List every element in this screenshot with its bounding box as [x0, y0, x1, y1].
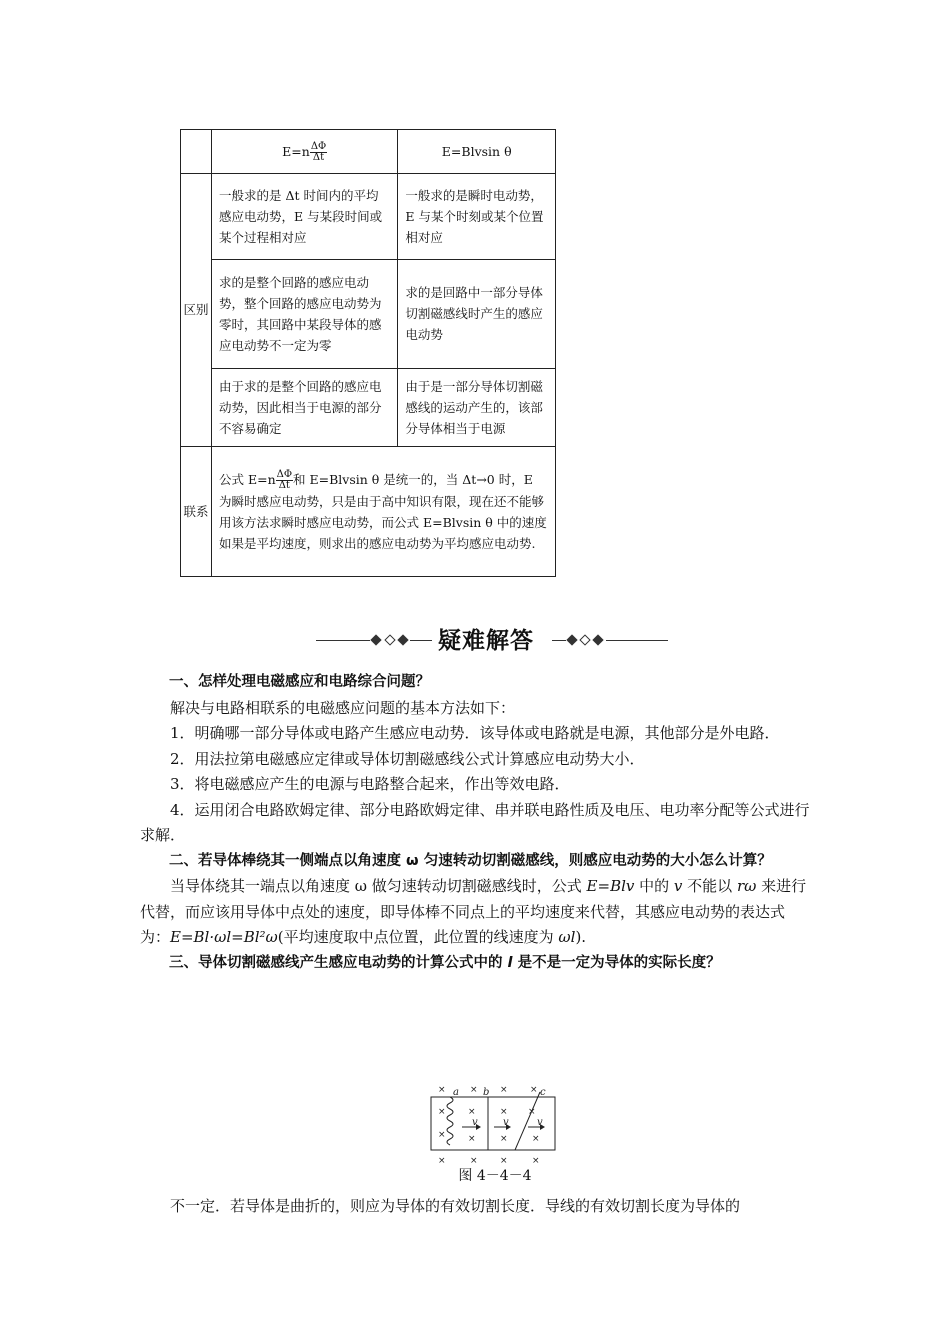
fraction-numerator: ΔΦ	[276, 468, 293, 480]
paragraph-intro: 解决与电路相联系的电磁感应问题的基本方法如下：	[170, 698, 516, 717]
divider-line-left	[316, 640, 370, 641]
formula: rω	[736, 877, 757, 895]
text: (平均速度取中点位置，此位置的线速度为	[277, 928, 559, 946]
table-head-formula-1	[212, 130, 398, 174]
text: 是不是一定为导体的实际长度？	[512, 954, 721, 971]
table-cell-r1c2: 一般求的是瞬时电动势，E 与某个时刻或某个位置相对应	[398, 174, 556, 260]
figure-caption: 图 4－4－4	[458, 1168, 532, 1184]
answer-paragraph-3: 不一定．若导体是曲折的，则应为导体的有效切割长度．导线的有效切割长度为导体的	[170, 1197, 741, 1215]
text: 当导体绕其一端点以角速度 ω 做匀速转动切割磁感线时，公式	[170, 877, 587, 895]
answer-paragraph-2	[140, 874, 812, 951]
cross-mark-icon: ×	[438, 1107, 446, 1117]
step-2: 2．用法拉第电磁感应定律或导体切割磁感线公式计算感应电动势大小．	[170, 749, 645, 768]
question-heading-1: 一、怎样处理电磁感应和电路综合问题？	[169, 674, 430, 690]
cross-mark-icon: ×	[530, 1085, 538, 1095]
fraction-denominator: Δt	[278, 479, 290, 491]
cross-mark-icon: ×	[500, 1085, 508, 1095]
delta-phi-fraction-2	[276, 470, 293, 491]
diamond-ornament-icon	[566, 634, 577, 645]
cross-mark-icon: ×	[470, 1156, 478, 1166]
label-v: v	[537, 1117, 543, 1128]
row-label-connection: 联系	[181, 446, 212, 576]
cross-mark-icon: ×	[528, 1107, 536, 1117]
section-header	[0, 620, 950, 660]
table-cell-r3c1: 由于求的是整个回路的感应电动势，因此相当于电源的部分不容易确定	[212, 368, 398, 446]
formula-text: E=	[282, 143, 302, 159]
diamond-ornament-icon	[384, 634, 395, 645]
formula: E=Bl·ωl=Bl²ω	[170, 928, 278, 946]
label-v: v	[503, 1117, 509, 1128]
text: ).	[575, 928, 587, 946]
formula: l	[507, 954, 513, 971]
fraction-denominator: Δt	[312, 151, 325, 163]
question-heading-3	[140, 951, 812, 977]
qa-section-1	[140, 670, 812, 976]
divider-line-right	[606, 640, 668, 641]
question-heading-2: 二、若导体棒绕其一侧端点以角速度 ω 匀速转动切割磁感线，则感应电动势的大小怎么计算？	[169, 852, 772, 869]
diamond-ornament-icon	[397, 634, 408, 645]
section-title: 疑难解答	[438, 628, 534, 654]
text: 来进行代替，而应该用导体中点处的速度，即导体棒不同点上的平均速度来代替，其感应电动势的表达式为：	[140, 877, 807, 946]
diamond-ornament-icon	[370, 634, 381, 645]
cross-mark-icon: ×	[500, 1107, 508, 1117]
cross-mark-icon: ×	[500, 1134, 508, 1144]
divider-line-right-short	[552, 640, 566, 641]
delta-phi-fraction	[310, 142, 327, 163]
diamond-ornament-icon	[592, 634, 603, 645]
cross-mark-icon: ×	[532, 1134, 540, 1144]
step-1: 1．明确哪一部分导体或电路产生感应电动势．该导体或电路就是电源，其他部分是外电路．	[170, 724, 780, 742]
formula: v	[673, 877, 683, 895]
step-3: 3．将电磁感应产生的电源与电路整合起来，作出等效电路．	[170, 775, 570, 793]
cross-mark-icon: ×	[468, 1134, 476, 1144]
cross-mark-icon: ×	[438, 1085, 446, 1095]
connection-text-b: 和 E=Blvsin θ 是统一的，当 Δt→0 时，E 为瞬时感应电动势，只是由于高中知识有限，现在还不能够用该方法求瞬时感应电动势，而公式 E=Blvsin θ 中的速度如果是平均速度，则求出的感应电动势为平均感应电动势.	[219, 471, 547, 551]
cross-mark-icon: ×	[438, 1130, 446, 1140]
formula-n: n	[301, 143, 310, 159]
formula: ωl	[558, 928, 576, 946]
formula: E=Blv	[586, 877, 635, 895]
label-v: v	[472, 1117, 478, 1128]
curved-conductor-a	[447, 1097, 453, 1145]
table-corner-cell	[181, 130, 212, 174]
cross-mark-icon: ×	[438, 1156, 446, 1166]
divider-line-left-short	[410, 640, 432, 641]
table-cell-connection	[212, 446, 556, 576]
connection-text-a: 公式 E=n	[219, 471, 276, 487]
table-cell-r1c1: 一般求的是 Δt 时间内的平均感应电动势，E 与某段时间或某个过程相对应	[212, 174, 398, 260]
cross-mark-icon: ×	[532, 1156, 540, 1166]
cross-mark-icon: ×	[470, 1085, 478, 1095]
cross-mark-icon: ×	[500, 1156, 508, 1166]
table-head-formula-2: E=Blvsin θ	[398, 130, 556, 174]
table-cell-r2c2: 求的是回路中一部分导体切割磁感线时产生的感应电动势	[398, 260, 556, 368]
label-c: c	[540, 1087, 546, 1098]
comparison-table	[180, 129, 556, 577]
cross-mark-icon: ×	[468, 1107, 476, 1117]
table-cell-r2c1: 求的是整个回路的感应电动势，整个回路的感应电动势为零时，其回路中某段导体的感应电动势不一定为零	[212, 260, 398, 368]
figure-magnetic-field	[428, 1083, 558, 1168]
label-b: b	[483, 1087, 490, 1098]
diamond-ornament-icon	[579, 634, 590, 645]
table-cell-r3c2: 由于是一部分导体切割磁感线的运动产生的，该部分导体相当于电源	[398, 368, 556, 446]
label-a: a	[453, 1087, 459, 1098]
row-label-difference: 区别	[181, 174, 212, 447]
step-4: 4．运用闭合电路欧姆定律、部分电路欧姆定律、串并联电路性质及电压、电功率分配等公式进行求解．	[140, 800, 810, 844]
text: 中的	[634, 877, 674, 895]
fraction-numerator: ΔΦ	[310, 140, 327, 152]
text: 三、导体切割磁感线产生感应电动势的计算公式中的	[169, 954, 508, 971]
text: 不能以	[682, 877, 737, 895]
